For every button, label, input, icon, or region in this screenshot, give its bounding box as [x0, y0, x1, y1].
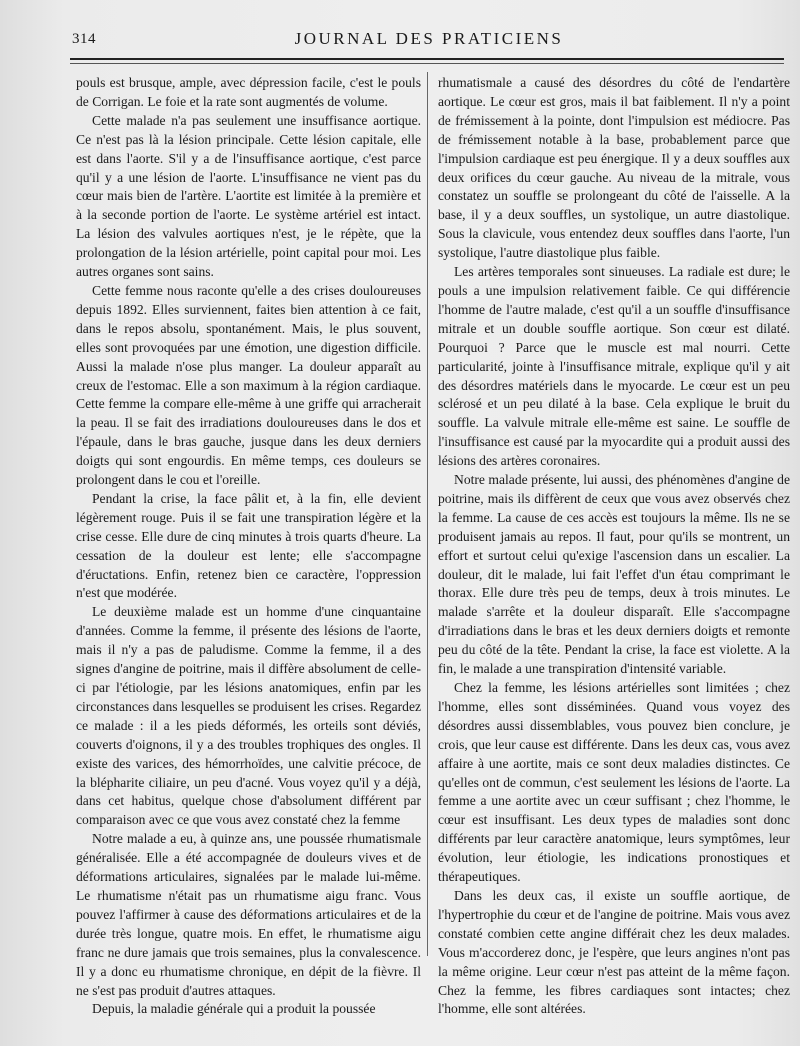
column-divider [427, 72, 428, 956]
page-header [72, 24, 776, 54]
page-number: 314 [72, 30, 96, 47]
header-rule-thin [70, 63, 784, 64]
paragraph: Notre malade présente, lui aussi, des phénomènes d'angine de poitrine, mais ils diffèrent de ceux que vous avez observés chez la femme. La cause de ces accès est toujours la même. Ils ne se produisent jamais au repos. Il faut, pour qu'ils se montrent, un effort et surtout celui qu'exige l'ascension dans un escalier. La douleur, dit le malade, lui fait l'effet d'un étau comprimant le thorax. Elle dure très peu de temps, deux à trois minutes. Le malade s'arrête et la douleur disparaît. Elle s'accompagne d'irradiations dans le bras et les deux derniers doigts et remonte peu du côté de la tête. Pendant la crise, la face est violette. A la fin, le malade a une transpiration d'intensité variable. [438, 472, 790, 677]
paragraph: rhumatismale a causé des désordres du côté de l'endartère aortique. Le cœur est gros, mais il bat faiblement. Il n'y a point de frémissement à la pointe, dont l'impulsion est médiocre. Pas de frémissement notable à la base, probablement parce que l'impulsion cardiaque est peu énergique. Il y a deux souffles aux deux orifices du cœur gauche. Au niveau de la mitrale, vous constatez un souffle se prolongeant du côté de l'aisselle. A la base, il y a deux souffles, un systolique, un autre diastolique. Sous la clavicule, vous entendez deux souffles dans l'aorte, l'un systolique, l'autre diastolique plus faible. [438, 75, 790, 261]
paragraph: Cette malade n'a pas seulement une insuffisance aortique. Ce n'est pas là la lésion principale. Cette lésion capitale, elle est dans l'aorte. S'il y a de l'insuffisance aortique, c'est parce qu'il y a une lésion de l'aorte. L'insuffisance ne vient pas du cœur mais bien de l'artère. L'aortite est limitée à la première et à la seconde portion de l'aorte. Le système artériel est intact. La lésion des valvules aortiques n'est, je le répète, que la prolongation de la lésion artérielle, point capital pour moi. Les autres organes sont sains. [76, 112, 421, 280]
paragraph: Depuis, la maladie générale qui a produit la poussée [92, 1001, 376, 1017]
paragraph: Chez la femme, les lésions artérielles sont limitées ; chez l'homme, elles sont disséminées. Quand vous voyez des désordres aussi dissemblables, vous pouvez bien conclure, je crois, que leur cause est différente. Dans les deux cas, vous avez affaire à une aortite, mais ce sont deux maladies distinctes. Ce qu'elles ont de commun, c'est seulement les lésions de l'aorte. La femme a une aortite avec un cœur suffisant ; chez l'homme, le cœur est insuffisant. Les deux types de maladies sont donc différents par leur caractère anatomique, leurs symptômes, leur évolution, leur étiologie, les indications pronostiques et thérapeutiques. [438, 680, 790, 885]
paragraph: Le deuxième malade est un homme d'une cinquantaine d'années. Comme la femme, il présente des lésions de l'aorte, mais il n'y a pas de paludisme. Comme la femme, il a des signes d'angine de poitrine, mais il diffère absolument de celle-ci par l'étiologie, par les lésions anatomiques, enfin par les circonstances dans lesquelles se produisent les crises. Regardez ce malade : il a les pieds déformés, les orteils sont déviés, couverts d'oignons, il y a des troubles trophiques des ongles. Il existe des varices, des hémorrhoïdes, une calvitie précoce, de la blépharite ciliaire, un peu d'acné. Vous voyez qu'il y a déjà, dans cet habitus, quelque chose d'absolument différent par comparaison avec ce que vous avez constaté chez la femme [76, 604, 422, 828]
paragraph: Les artères temporales sont sinueuses. La radiale est dure; le pouls a une impulsion relativement faible. Ce qui différencie l'homme de l'autre malade, c'est qu'il a un souffle d'insuffisance mitrale et un double souffle aortique. Son cœur est dilaté. Pourquoi ? Parce que le muscle est mal nourri. Cette particularité, jointe à l'insuffisance mitrale, explique qu'il y ait des désordres matériels dans le myocarde. Le cœur est un peu sclérosé et un peu dilaté à la base. Cela explique le bruit du souffle. La valvule mitrale elle-même est saine. Le souffle de l'insuffisance est causé par la myocardite qui a produit aussi des lésions des artères coronaires. [438, 264, 790, 469]
paragraph: Notre malade a eu, à quinze ans, une poussée rhumatismale généralisée. Elle a été accompagnée de douleurs vives et de déformations articulaires, signalées par le malade lui-même. Le rhumatisme n'était pas un rhumatisme aigu franc. Vous pouvez l'affirmer à cause des déformations articulaires et de la durée très longue, quatre mois. En effet, le rhumatisme aigu franc ne dure jamais que trois semaines, plus la convalescence. Il y a donc eu rhumatisme chronique, en dépit de la fièvre. Il ne s'est pas produit d'autres attaques. [76, 831, 421, 998]
paragraph: Dans les deux cas, il existe un souffle aortique, de l'hypertrophie du cœur et de l'angine de poitrine. Mais vous avez constaté combien cette angine différait chez les deux malades. Vous m'accorderez donc, je l'espère, que leurs angines n'ont pas la même origine. Leur cœur n'est pas atteint de la même façon. Chez la femme, les fibres cardiaques sont intactes; chez l'homme, elle sont altérées. [438, 887, 790, 1017]
right-column [438, 74, 790, 1019]
left-column [76, 74, 421, 1019]
paragraph: Cette femme nous raconte qu'elle a des crises douloureuses depuis 1892. Elles surviennent, faites bien attention à ce fait, dans le repos absolu, spontanément. Mais, le plus souvent, elles sont provoquées par une émotion, une digestion difficile. Aussi la malade n'ose plus manger. La douleur apparaît au creux de l'estomac. Elle a son maximum à la région cardiaque. Cette femme la compare elle-même à une griffe qui arracherait la peau. Il se fait des irradiations douloureuses dans le dos et l'épaule, dans le bras gauche, jusque dans les deux derniers doigts qui sont engourdis. En même temps, ces douleurs se prolongent dans le cou et l'oreille. [76, 282, 421, 488]
journal-title: JOURNAL DES PRATICIENS [294, 29, 564, 48]
header-rule [70, 58, 784, 60]
paragraph: Pendant la crise, la face pâlit et, à la fin, elle devient légèrement rouge. Puis il se fait une transpiration légère et la crise cesse. Elle dure de cinq minutes à trois quarts d'heure. La cessation de la douleur est lente; elle s'accompagne d'éructations. Enfin, retenez bien ce caractère, l'oppression n'est que modérée. [76, 490, 421, 601]
paragraph: pouls est brusque, ample, avec dépression facile, c'est le pouls de Corrigan. Le foie et la rate sont augmentés de volume. [76, 75, 421, 109]
